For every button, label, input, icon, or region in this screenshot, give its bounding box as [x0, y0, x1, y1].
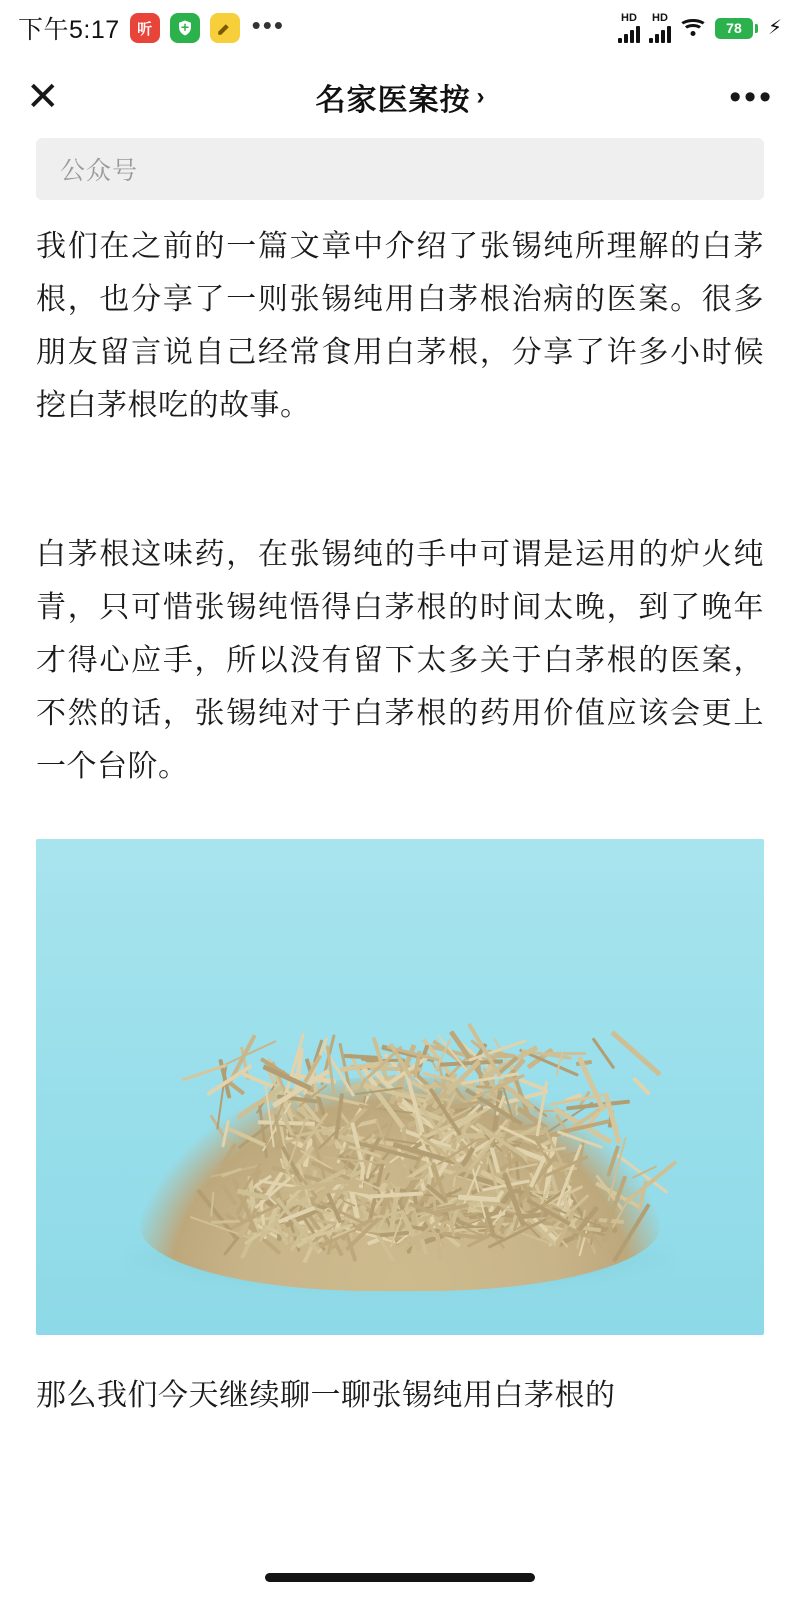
status-bar-right [618, 13, 782, 43]
note-app-icon[interactable] [210, 13, 240, 43]
status-bar-left [18, 10, 285, 46]
battery-level-label: 78 [715, 18, 753, 39]
herb-straws [120, 983, 680, 1273]
battery-icon [715, 18, 758, 39]
wifi-icon [680, 18, 706, 38]
shield-app-icon[interactable] [170, 13, 200, 43]
signal-bars-1 [618, 26, 640, 43]
article-paragraph-1: 我们在之前的一篇文章中介绍了张锡纯所理解的白茅根，也分享了一则张锡纯用白茅根治病的医案。很多朋友留言说自己经常食用白茅根，分享了许多小时候挖白茅根吃的故事。 [36, 230, 764, 422]
page-title-group [0, 75, 800, 119]
home-indicator[interactable] [265, 1573, 535, 1582]
article-paragraph-2: 白茅根这味药，在张锡纯的手中可谓是运用的炉火纯青，只可惜张锡纯悟得白茅根的时间太晚，到了晚年才得心应手，所以没有留下太多关于白茅根的医案，不然的话，张锡纯对于白茅根的药用价值应该会更上一个台阶。 [36, 538, 764, 783]
close-icon[interactable]: ✕ [26, 75, 60, 119]
navigation-bar [0, 56, 800, 138]
status-bar [0, 0, 800, 56]
status-overflow-icon: ••• [251, 10, 285, 40]
status-time: 下午5:17 [18, 16, 120, 44]
official-account-bar[interactable] [36, 138, 764, 200]
article-body [0, 138, 800, 1422]
listen-app-icon[interactable]: 听 [130, 13, 160, 43]
article-image[interactable] [36, 839, 764, 1335]
signal-bars-2 [649, 26, 671, 43]
more-options-icon[interactable]: ••• [729, 77, 774, 116]
signal-icon-1: HD [618, 13, 640, 43]
charging-bolt-icon: ⚡ [767, 17, 782, 39]
official-account-label: 公众号 [60, 157, 139, 185]
page-title: 名家医案按 [315, 84, 471, 117]
chevron-right-icon: › [476, 83, 485, 110]
signal-icon-2: HD [649, 13, 671, 43]
article-paragraph-3: 那么我们今天继续聊一聊张锡纯用白茅根的 [36, 1379, 616, 1412]
